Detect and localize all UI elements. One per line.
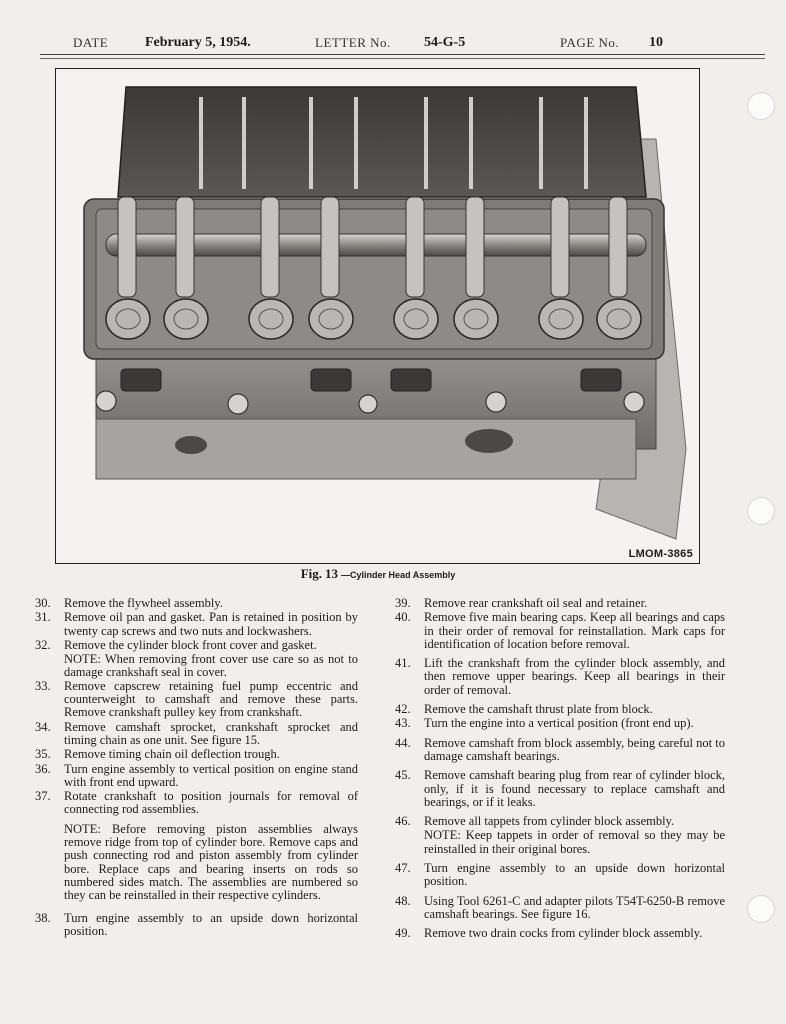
step-item (395, 597, 725, 610)
header-rule-top (40, 54, 765, 55)
step-text: Remove camshaft from block assembly, being careful not to damage camshaft bearings. (424, 735, 725, 763)
step-item (35, 912, 358, 939)
step-number: 40. (395, 610, 411, 625)
step-text: Lift the crankshaft from the cylinder block assembly, and then remove upper bearings. Keep all bearings in their order of removal. (424, 656, 725, 697)
step-text: Remove all tappets from cylinder block assembly. (424, 814, 675, 829)
step-item (35, 763, 358, 790)
step-number: 47. (395, 861, 411, 876)
step-item (395, 737, 725, 764)
punch-hole (747, 92, 775, 120)
step-text: Turn the engine into a vertical position (front end up). (424, 716, 694, 731)
right-column (395, 597, 725, 942)
step-number: 35. (35, 747, 51, 762)
step-item (395, 717, 725, 730)
date-value: February 5, 1954. (145, 35, 251, 50)
step-number: 32. (35, 637, 51, 652)
date-label: DATE (73, 35, 109, 50)
step-item (35, 721, 358, 748)
step-text: Turn engine assembly to an upside down horizontal position. (64, 910, 358, 938)
step-number: 46. (395, 814, 411, 829)
header-rule-bottom (40, 58, 765, 59)
step-item (395, 895, 725, 922)
step-item (395, 927, 725, 940)
step-number: 34. (35, 719, 51, 734)
step-text: Remove camshaft sprocket, crankshaft sprocket and timing chain as one unit. See figure 15. (64, 719, 358, 747)
step-number: 49. (395, 926, 411, 941)
step-text: Remove the flywheel assembly. (64, 596, 223, 610)
step-item (35, 597, 358, 610)
step-number: 33. (35, 678, 51, 693)
step-text: Remove five main bearing caps. Keep all bearings and caps in their order of removal for reinstallation. Mark caps for identification of location before removal. (424, 610, 725, 651)
step-item (395, 769, 725, 809)
step-number: 39. (395, 596, 411, 610)
step-item (35, 790, 358, 817)
caption-fig-number: 13 (325, 566, 339, 581)
step-number: 36. (35, 761, 51, 776)
step-note: NOTE: When removing front cover use care so as not to damage crankshaft seal in cover. (64, 652, 358, 680)
letter-label: LETTER No. (315, 35, 391, 50)
step-item (395, 815, 725, 828)
step-item (395, 611, 725, 651)
step-number: 44. (395, 735, 411, 750)
step-text: Remove the camshaft thrust plate from block. (424, 702, 653, 717)
step-text: Remove the cylinder block front cover and gasket. (64, 637, 317, 652)
step-item (395, 862, 725, 889)
engine-figure (55, 68, 700, 564)
caption-title: —Cylinder Head Assembly (341, 570, 456, 580)
step-number: 37. (35, 789, 51, 804)
step-text: Turn engine assembly to vertical position on engine stand with front end upward. (64, 761, 358, 789)
figure-caption (0, 566, 756, 582)
step-item (35, 680, 358, 720)
step-number: 38. (35, 910, 51, 925)
step-number: 42. (395, 702, 411, 717)
step-item (395, 657, 725, 697)
step-item (395, 703, 725, 716)
step-number: 43. (395, 716, 411, 731)
step-item (35, 611, 358, 638)
step-text: Remove timing chain oil deflection trough. (64, 747, 280, 762)
step-text: Remove rear crankshaft oil seal and retainer. (424, 596, 648, 610)
step-number: 48. (395, 893, 411, 908)
step-item (35, 639, 358, 652)
step-text: Turn engine assembly to an upside down horizontal position. (424, 861, 725, 889)
step-text: Remove camshaft bearing plug from rear of cylinder block, only, if it is found necessary to replace camshaft and bearings, or if it leaks. (424, 768, 725, 809)
step-text: Rotate crankshaft to position journals for removal of connecting rod assemblies. (64, 789, 358, 817)
step-note: NOTE: Keep tappets in order of removal so they may be reinstalled in their original bores. (424, 828, 725, 856)
left-column (35, 597, 358, 939)
step-number: 41. (395, 656, 411, 671)
figure-id: LMOM-3865 (628, 548, 693, 560)
caption-fig-label: Fig. (300, 566, 323, 581)
page-number: 10 (649, 35, 663, 50)
step-text: Remove two drain cocks from cylinder block assembly. (424, 926, 703, 941)
step-note: NOTE: Before removing piston assemblies always remove ridge from top of cylinder bore. Remove caps and push connecting rod and piston assembly from cylinder bore. Replace caps and bearing inserts on rods so numbered sides match. The assemblies are numbered so they can be reinstalled in their respective cylinders. (64, 821, 358, 903)
step-item (35, 748, 358, 761)
step-number: 30. (35, 596, 51, 610)
page-label: PAGE No. (560, 35, 620, 50)
letter-number: 54-G-5 (424, 35, 466, 50)
step-text: Using Tool 6261-C and adapter pilots T54T-6250-B remove camshaft bearings. See figure 16. (424, 893, 725, 921)
step-number: 31. (35, 610, 51, 625)
punch-hole (747, 895, 775, 923)
punch-hole (747, 497, 775, 525)
cylinder-head-illustration (56, 69, 699, 563)
step-text: Remove capscrew retaining fuel pump eccentric and counterweight to camshaft and remove these parts. Remove crankshaft pulley key from crankshaft. (64, 678, 358, 720)
step-number: 45. (395, 768, 411, 783)
step-text: Remove oil pan and gasket. Pan is retained in position by twenty cap screws and two nuts and lockwashers. (64, 610, 358, 638)
